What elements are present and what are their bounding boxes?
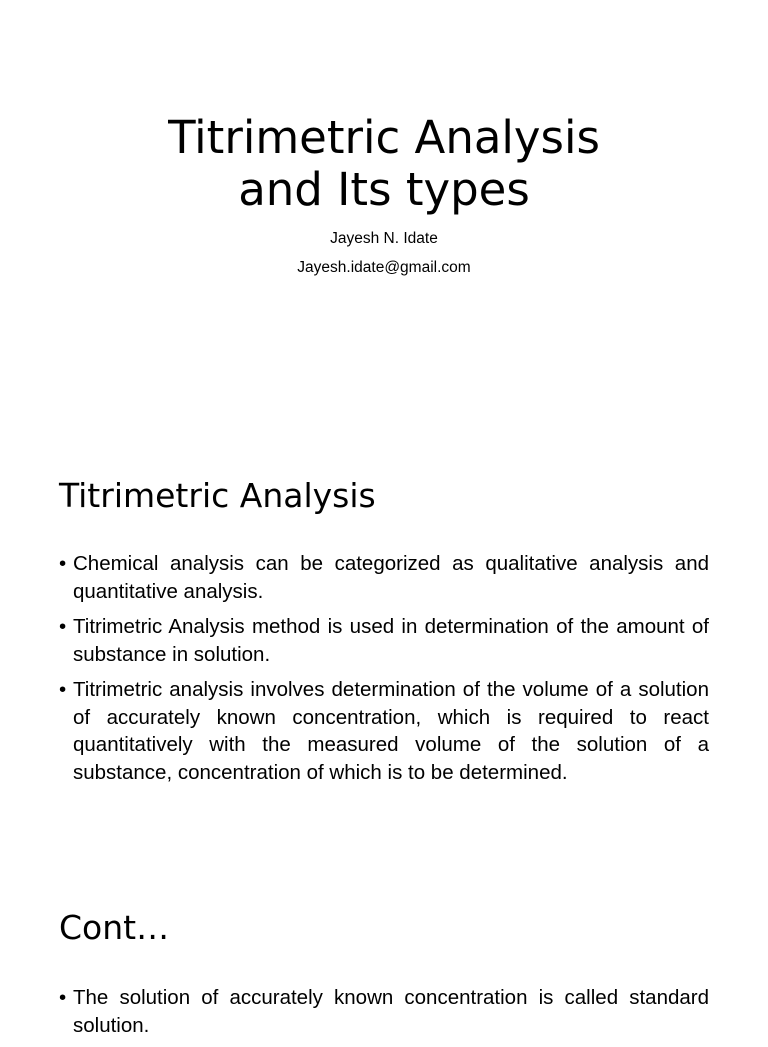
- bullet-icon: •: [59, 678, 67, 701]
- slide-heading: Cont…: [59, 908, 170, 947]
- slide-heading: Titrimetric Analysis: [59, 476, 376, 515]
- bullet-text: Titrimetric analysis involves determination of the volume of a solution of accurately known concentration, which is required to react quantitatively with the measured volume of the solution of a substance, concentration of which is to be determined.: [73, 678, 709, 784]
- title-slide: [0, 0, 768, 432]
- bullet-item: [59, 613, 709, 668]
- bullet-item: [59, 550, 709, 605]
- author-email: Jayesh.idate@gmail.com: [297, 259, 471, 276]
- bullet-icon: •: [59, 615, 67, 638]
- bullet-icon: •: [59, 986, 67, 1009]
- bullet-list: [59, 550, 709, 794]
- content-slide-titrimetric-analysis: [0, 432, 768, 864]
- bullet-item: [59, 984, 709, 1039]
- bullet-text: Chemical analysis can be categorized as qualitative analysis and quantitative analysis.: [73, 552, 709, 603]
- bullet-text: The solution of accurately known concentration is called standard solution.: [73, 986, 709, 1037]
- bullet-item: [59, 676, 709, 786]
- presentation-title: [0, 112, 768, 216]
- bullet-list: [59, 984, 709, 1047]
- title-line-2: and Its types: [238, 163, 530, 216]
- title-line-1: Titrimetric Analysis: [168, 111, 600, 164]
- content-slide-cont: [0, 864, 768, 1037]
- author-name: Jayesh N. Idate: [330, 230, 438, 247]
- bullet-icon: •: [59, 552, 67, 575]
- bullet-text: Titrimetric Analysis method is used in determination of the amount of substance in solution.: [73, 615, 709, 666]
